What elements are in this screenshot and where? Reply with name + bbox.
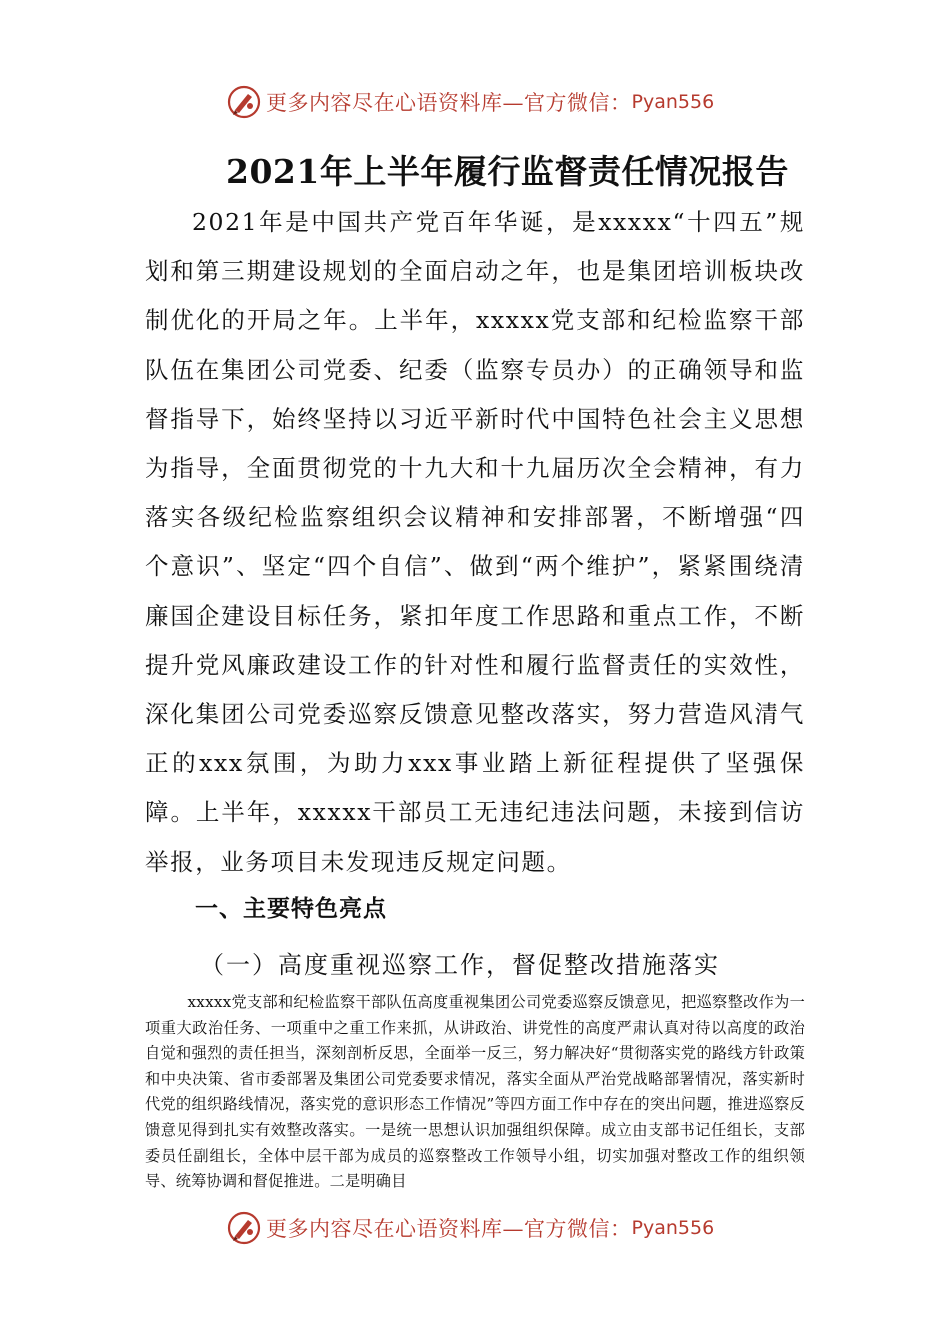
watermark-wechat-id: Pyan556 — [631, 1217, 715, 1239]
pen-seal-icon — [226, 1210, 262, 1246]
watermark-banner-top — [226, 82, 746, 122]
watermark-banner-bottom — [226, 1208, 746, 1248]
subsection-heading: （一）高度重视巡察工作，督促整改措施落实 — [200, 951, 720, 979]
intro-paragraph: 2021年是中国共产党百年华诞，是xxxxx“十四五”规划和第三期建设规划的全面启动之年，也是集团培训板块改制优化的开局之年。上半年，xxxxx党支部和纪检监察干部队伍在集团公司党委、纪委（监察专员办）的正确领导和监督指导下，始终坚持以习近平新时代中国特色社会主义思想为指导，全面贯彻党的十九大和十九届历次全会精神，有力落实各级纪检监察组织会议精神和安排部署，不断增强“四个意识”、坚定“四个自信”、做到“两个维护”，紧紧围绕清廉国企建设目标任务，紧扣年度工作思路和重点工作，不断提升党风廉政建设工作的针对性和履行监督责任的实效性，深化集团公司党委巡察反馈意见整改落实，努力营造风清气正的xxx氛围，为助力xxx事业踏上新征程提供了坚强保障。上半年，xxxxx干部员工无违纪违法问题，未接到信访举报，业务项目未发现违反规定问题。 — [145, 208, 805, 876]
watermark-text: 更多内容尽在心语资料库—官方微信： — [266, 91, 632, 115]
watermark-text: 更多内容尽在心语资料库—官方微信： — [266, 1217, 632, 1241]
subsection-paragraph: xxxxx党支部和纪检监察干部队伍高度重视集团公司党委巡察反馈意见，把巡察整改作为一项重大政治任务、一项重中之重工作来抓，从讲政治、讲党性的高度严肃认真对待以高度的政治自觉和强烈的责任担当，深刻剖析反思，全面举一反三，努力解决好“贯彻落实党的路线方针政策和中央决策、省市委部署及集团公司党委要求情况，落实全面从严治党战略部署情况，落实新时代党的组织路线情况，落实党的意识形态工作情况”等四方面工作中存在的突出问题，推进巡察反馈意见得到扎实有效整改落实。一是统一思想认识加强组织保障。成立由支部书记任组长，支部委员任副组长，全体中层干部为成员的巡察整改工作领导小组，切实加强对整改工作的组织领导、统筹协调和督促推进。二是明确目 — [145, 993, 805, 1191]
watermark-wechat-id: Pyan556 — [631, 91, 715, 113]
section-heading: 一、主要特色亮点 — [195, 896, 387, 922]
document-title: 2021年上半年履行监督责任情况报告 — [226, 152, 789, 191]
pen-seal-icon — [226, 84, 262, 120]
